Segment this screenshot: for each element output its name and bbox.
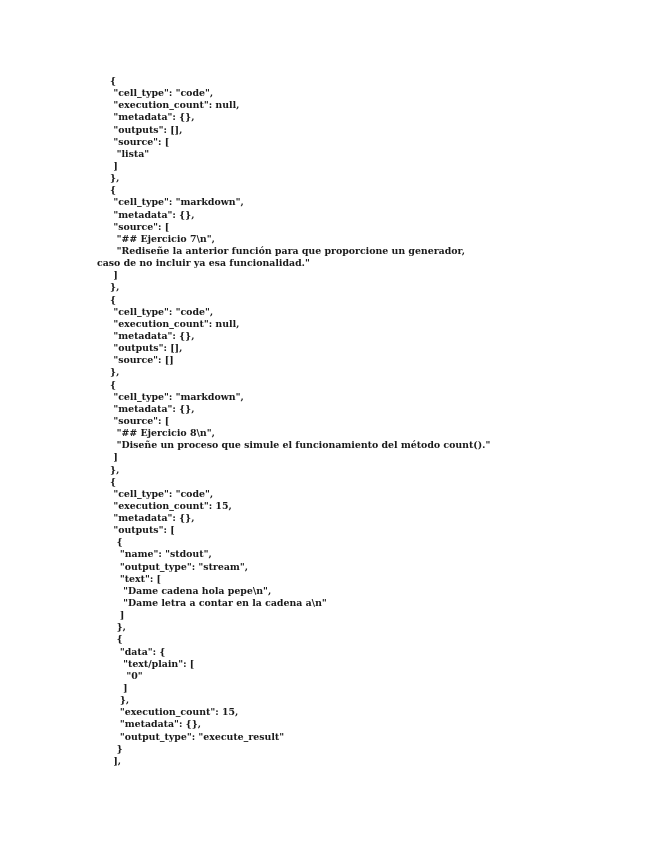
code-line: {: [97, 76, 117, 87]
code-line: "cell_type": "code",: [97, 88, 214, 100]
code-line: "data": {: [97, 646, 166, 658]
code-line: "Diseñe un proceso que simule el funcionamiento del método count().": [97, 440, 491, 452]
code-line: "text/plain": [: [97, 658, 195, 670]
code-line: "outputs": [],: [97, 343, 183, 355]
code-line: {: [97, 634, 123, 646]
code-line: "metadata": {},: [97, 112, 195, 124]
code-line: "outputs": [],: [97, 124, 183, 136]
code-line: "output_type": "stream",: [97, 561, 248, 573]
code-line: ]: [97, 160, 118, 172]
code-line: "lista": [97, 148, 150, 160]
code-line: "output_type": "execute_result": [97, 731, 285, 743]
code-line: "## Ejercicio 8\n",: [97, 428, 215, 440]
code-line: "Rediseñe la anterior función para que proporcione un generador,: [97, 245, 466, 257]
notebook-json-text: [97, 76, 490, 768]
code-line: "0": [97, 670, 143, 682]
code-line: }: [97, 743, 123, 755]
code-line: "name": "stdout",: [97, 549, 212, 561]
code-line: "cell_type": "code",: [97, 306, 214, 318]
code-line: "metadata": {},: [97, 209, 195, 221]
code-line: },: [97, 695, 130, 707]
code-line: {: [97, 185, 117, 197]
code-line: "metadata": {},: [97, 403, 195, 415]
code-line: {: [97, 537, 123, 549]
code-line: ]: [97, 683, 128, 695]
code-line: "execution_count": null,: [97, 318, 240, 330]
code-line: "text": [: [97, 573, 161, 585]
code-line: "source": []: [97, 355, 174, 367]
code-line: "outputs": [: [97, 525, 175, 537]
code-line: caso de no incluir ya esa funcionalidad.": [97, 258, 310, 270]
code-line: },: [97, 282, 120, 294]
code-line: },: [97, 367, 120, 379]
code-line: ]: [97, 452, 118, 464]
code-line: "cell_type": "code",: [97, 488, 214, 500]
code-line: ]: [97, 270, 118, 282]
code-line: {: [97, 476, 117, 488]
code-line: "metadata": {},: [97, 330, 195, 342]
code-line: {: [97, 379, 117, 391]
code-line: "cell_type": "markdown",: [97, 197, 244, 209]
code-line: "source": [: [97, 136, 170, 148]
code-line: "## Ejercicio 7\n",: [97, 233, 215, 245]
code-line: "metadata": {},: [97, 719, 201, 731]
code-line: "cell_type": "markdown",: [97, 391, 244, 403]
code-line: "metadata": {},: [97, 513, 195, 525]
code-line: ],: [97, 755, 122, 767]
code-line: "Dame letra a contar en la cadena a\n": [97, 598, 327, 610]
code-line: "execution_count": 15,: [97, 500, 232, 512]
code-line: "execution_count": null,: [97, 100, 240, 112]
code-line: "execution_count": 15,: [97, 707, 239, 719]
code-line: },: [97, 622, 126, 634]
code-line: },: [97, 464, 120, 476]
code-line: {: [97, 294, 117, 306]
code-line: },: [97, 173, 120, 185]
code-line: "Dame cadena hola pepe\n",: [97, 585, 272, 597]
code-line: ]: [97, 610, 125, 622]
code-line: "source": [: [97, 415, 170, 427]
code-line: "source": [: [97, 221, 170, 233]
